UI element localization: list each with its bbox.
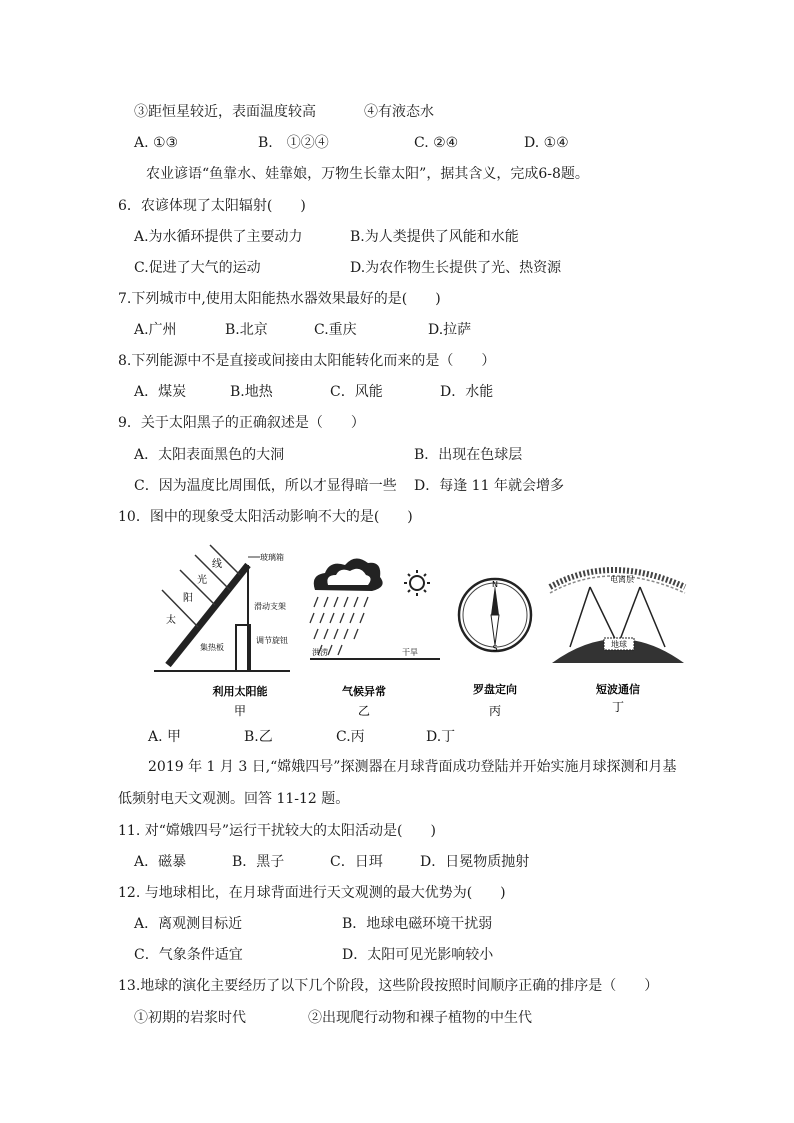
q12-option-b[interactable]: B．地球电磁环境干扰弱: [342, 916, 493, 932]
drought-label: 干旱: [402, 648, 418, 657]
earth-label: 地球: [611, 640, 627, 649]
q9-option-b[interactable]: B．出现在色球层: [414, 447, 523, 463]
q6-option-b[interactable]: B.为人类提供了风能和水能: [350, 229, 519, 245]
shortwave-panel: [550, 570, 685, 663]
q8-option-c[interactable]: C．风能: [330, 384, 383, 400]
q5-option-d[interactable]: D. ①④: [524, 135, 569, 151]
q8-option-d[interactable]: D．水能: [440, 384, 494, 400]
question-9: 9．关于太阳黑子的正确叙述是（ ）: [118, 415, 365, 431]
ray-label-2: 光: [197, 575, 207, 586]
q13-stage-2: ②出现爬行动物和裸子植物的中生代: [308, 1010, 532, 1026]
knob-label: 调节旋钮: [256, 636, 288, 645]
flood-label: 洪涝: [312, 648, 328, 657]
solar-activity-figure: [140, 535, 700, 725]
caption-yi-title: 气候异常: [342, 685, 386, 698]
q12-option-d[interactable]: D．太阳可见光影响较小: [342, 947, 494, 963]
climate-anomaly-panel: [310, 558, 440, 659]
q8-option-b[interactable]: B.地热: [230, 384, 273, 400]
q11-option-a[interactable]: A．磁暴: [134, 854, 187, 870]
q7-option-d[interactable]: D.拉萨: [428, 322, 472, 338]
q11-option-b[interactable]: B．黑子: [232, 854, 285, 870]
q4-option-3: ③距恒星较近，表面温度较高: [134, 104, 316, 120]
question-7: 7.下列城市中,使用太阳能热水器效果最好的是( ): [118, 291, 441, 307]
compass-n-label: N: [492, 580, 498, 589]
q8-option-a[interactable]: A．煤炭: [134, 384, 187, 400]
q10-option-a[interactable]: A. 甲: [148, 729, 182, 745]
caption-bing: 丙: [488, 704, 502, 718]
ray-label-3: 阳: [183, 593, 193, 604]
ray-label-1: 线: [212, 559, 222, 570]
q10-option-d[interactable]: D.丁: [426, 729, 456, 745]
q12-option-c[interactable]: C．气象条件适宜: [134, 947, 243, 963]
intro-11-12-line1: 2019 年 1 月 3 日,“嫦娥四号”探测器在月球背面成功登陆并开始实施月球探测和月基: [148, 759, 677, 775]
question-8: 8.下列能源中不是直接或间接由太阳能转化而来的是（ ）: [118, 353, 496, 369]
q5-option-c[interactable]: C. ②④: [414, 135, 459, 151]
q9-option-a[interactable]: A．太阳表面黑色的大洞: [134, 447, 285, 463]
caption-ding: 丁: [611, 700, 625, 714]
question-11: 11. 对“嫦娥四号”运行干扰较大的太阳活动是( ): [118, 823, 436, 839]
q6-option-a[interactable]: A.为水循环提供了主要动力: [134, 229, 303, 245]
compass-s-label: S: [492, 644, 498, 653]
question-12: 12. 与地球相比，在月球背面进行天文观测的最大优势为( ): [118, 885, 506, 901]
ionosphere-label: 电离层: [610, 575, 634, 584]
q6-option-d[interactable]: D.为农作物生长提供了光、热资源: [350, 260, 562, 276]
q9-option-d[interactable]: D．每逢 11 年就会增多: [414, 478, 564, 494]
q4-option-4: ④有液态水: [364, 104, 434, 120]
plate-label: 集热板: [200, 643, 224, 652]
question-13: 13.地球的演化主要经历了以下几个阶段，这些阶段按照时间顺序正确的排序是（ ）: [118, 978, 659, 994]
intro-6-8: 农业谚语“鱼靠水、娃靠娘，万物生长靠太阳”，据其含义，完成6-8题。: [146, 166, 589, 182]
caption-bing-title: 罗盘定向: [473, 683, 517, 696]
q5-option-a[interactable]: A. ①③: [134, 135, 179, 151]
caption-jia-title: 利用太阳能: [212, 685, 268, 698]
intro-11-12-line2: 低频射电天文观测。回答 11-12 题。: [118, 791, 350, 807]
q5-option-b[interactable]: B. ①②④: [258, 135, 329, 151]
caption-yi: 乙: [357, 704, 371, 718]
q7-option-a[interactable]: A.广州: [134, 322, 177, 338]
solar-collector-panel: [154, 545, 290, 671]
q10-option-c[interactable]: C.丙: [336, 729, 365, 745]
q11-option-d[interactable]: D．日冕物质抛射: [420, 854, 530, 870]
q11-option-c[interactable]: C．日珥: [330, 854, 383, 870]
q6-option-c[interactable]: C.促进了大气的运动: [134, 260, 261, 276]
q7-option-b[interactable]: B.北京: [225, 322, 268, 338]
question-10: 10．图中的现象受太阳活动影响不大的是( ): [118, 509, 413, 525]
glass-box-label: 玻璃箱: [260, 553, 284, 562]
q10-option-b[interactable]: B.乙: [244, 729, 273, 745]
support-label: 滑动支架: [254, 602, 286, 611]
q13-stage-1: ①初期的岩浆时代: [134, 1010, 246, 1026]
q9-option-c[interactable]: C．因为温度比周围低，所以才显得暗一些: [134, 478, 397, 494]
q7-option-c[interactable]: C.重庆: [314, 322, 357, 338]
caption-jia: 甲: [233, 704, 247, 718]
ray-label-4: 太: [166, 615, 176, 626]
compass-panel: [459, 579, 531, 653]
q12-option-a[interactable]: A．离观测目标近: [134, 916, 243, 932]
question-6: 6．农谚体现了太阳辐射( ): [118, 198, 306, 214]
caption-ding-title: 短波通信: [596, 683, 640, 696]
